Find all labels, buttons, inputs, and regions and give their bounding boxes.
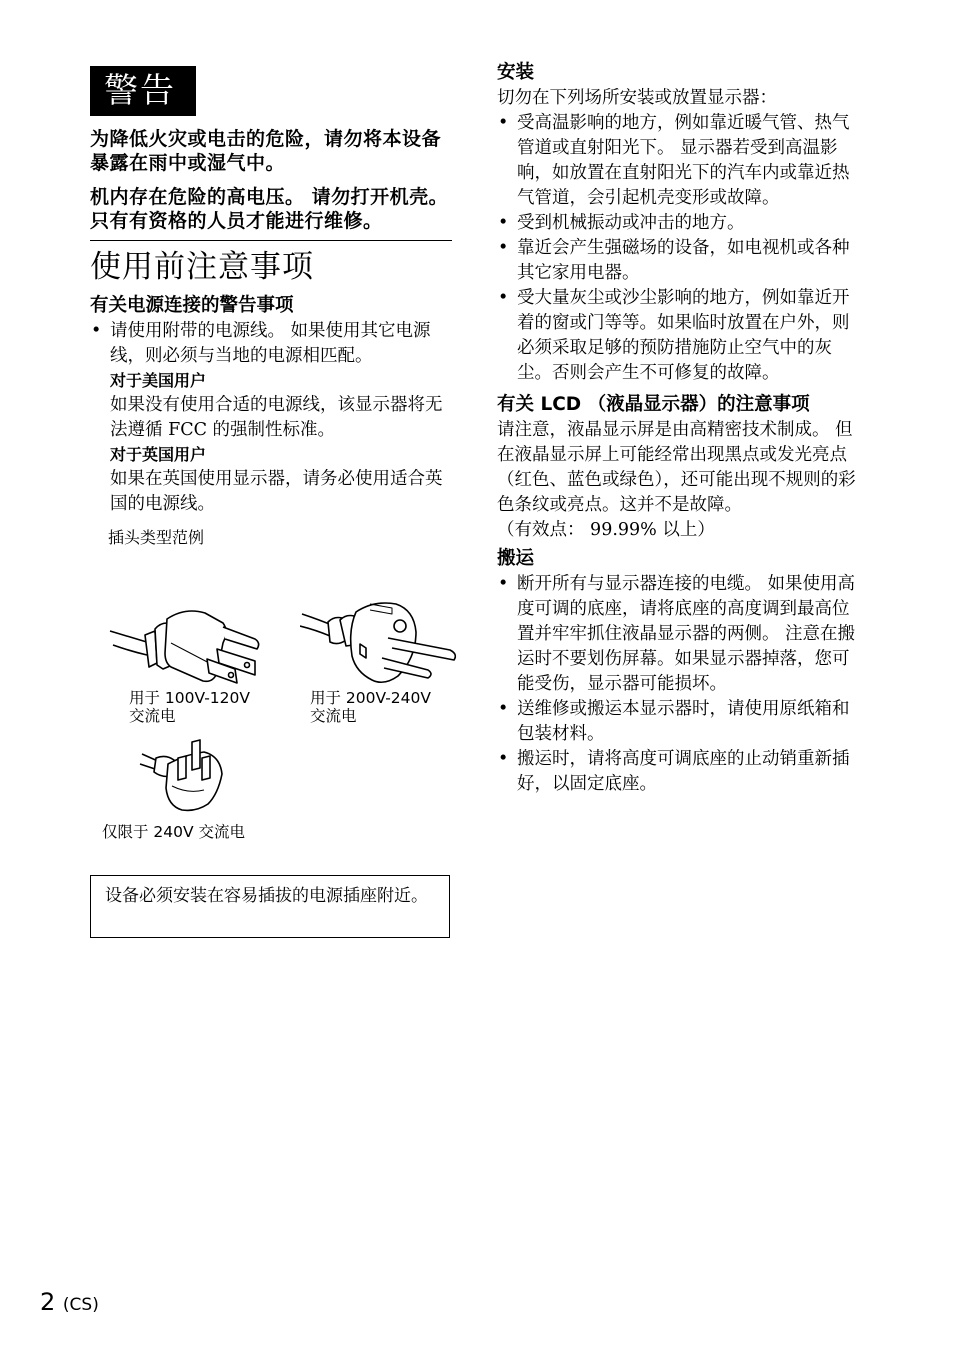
installation-bullet: • 受高温影响的地方，例如靠近暖气管、热气管道或直射阳光下。 显示器若受到高温影响，如放置在直射阳光下的汽车内或靠近热气管道，会引起机壳变形或故障。 xyxy=(497,111,859,211)
language-code: (CS) xyxy=(62,1295,99,1315)
power-warning-heading: 有关电源连接的警告事项 xyxy=(90,295,294,316)
lcd-text: 请注意，液晶显示屏是由高精密技术制成。 但在液晶显示屏上可能经常出现黑点或发光亮点 （红色、蓝色或绿色），还可能出现不规则的彩色条纹或亮点。这并不是故障。 xyxy=(497,420,856,515)
uk-plug-icon xyxy=(138,738,228,814)
plug-uk-caption: 仅限于 240V 交流电 xyxy=(102,823,246,841)
plug-us-caption-line1: 用于 100V-120V xyxy=(129,689,250,707)
installation-bullet: • 受到机械振动或冲击的地方。 xyxy=(497,211,859,236)
installation-intro: 切勿在下列场所安装或放置显示器： xyxy=(497,88,777,108)
warning-badge: 警告 xyxy=(90,66,196,116)
uk-users-text: 如果在英国使用显示器，请务必使用适合英国的电源线。 xyxy=(110,469,443,514)
outlet-notice-box: 设备必须安装在容易插拔的电源插座附近。 xyxy=(90,875,450,938)
right-column xyxy=(497,60,859,797)
section-divider xyxy=(90,240,452,241)
transport-bullet: • 送维修或搬运本显示器时，请使用原纸箱和包装材料。 xyxy=(497,697,859,747)
left-column xyxy=(90,66,452,549)
power-bullet-list xyxy=(90,319,452,369)
power-bullet: • 请使用附带的电源线。 如果使用其它电源线，则必须与当地的电源相匹配。 xyxy=(90,319,452,369)
lcd-effective-pixels: （有效点： 99.99% 以上） xyxy=(497,520,715,540)
transport-bullet-list xyxy=(497,572,859,797)
installation-bullet: • 受大量灰尘或沙尘影响的地方，例如靠近开着的窗或门等等。如果临时放置在户外，则必须采取足够的预防措施防止空气中的灰尘。否则会产生不可修复的故障。 xyxy=(497,286,859,386)
plug-examples-title: 插头类型范例 xyxy=(108,528,205,547)
us-users-text: 如果没有使用合适的电源线，该显示器将无法遵循 FCC 的强制性标准。 xyxy=(110,395,443,440)
lcd-heading: 有关 LCD （液晶显示器）的注意事项 xyxy=(497,394,810,415)
plug-eu-caption-line2: 交流电 xyxy=(310,707,357,725)
plug-us-caption xyxy=(129,689,250,725)
transport-bullet: • 断开所有与显示器连接的电缆。 如果使用高度可调的底座，请将底座的高度调到最高位置并牢牢抓住液晶显示器的两侧。 注意在搬运时不要划伤屏幕。如果显示器掉落，您可能受伤，显示器可能损坏。 xyxy=(497,572,859,697)
plug-eu-caption xyxy=(310,689,431,725)
installation-heading: 安装 xyxy=(497,62,535,83)
us-plug-icon xyxy=(105,603,270,688)
installation-bullet-list xyxy=(497,111,859,386)
warning-fire-text: 为降低火灾或电击的危险，请勿将本设备暴露在雨中或湿气中。 xyxy=(90,128,442,174)
plug-us-caption-line2: 交流电 xyxy=(129,707,176,725)
page-footer xyxy=(40,1288,99,1316)
us-users-heading: 对于美国用户 xyxy=(110,371,207,390)
installation-bullet: • 靠近会产生强磁场的设备，如电视机或各种其它家用电器。 xyxy=(497,236,859,286)
page-number: 2 xyxy=(40,1288,56,1316)
plug-eu-caption-line1: 用于 200V-240V xyxy=(310,689,431,707)
eu-plug-icon xyxy=(300,600,460,685)
page-title: 使用前注意事项 xyxy=(90,249,314,285)
transport-heading: 搬运 xyxy=(497,548,535,569)
uk-users-heading: 对于英国用户 xyxy=(110,445,207,464)
transport-bullet: • 搬运时，请将高度可调底座的止动销重新插好，以固定底座。 xyxy=(497,747,859,797)
warning-voltage-text: 机内存在危险的高电压。 请勿打开机壳。 只有有资格的人员才能进行维修。 xyxy=(90,186,449,232)
